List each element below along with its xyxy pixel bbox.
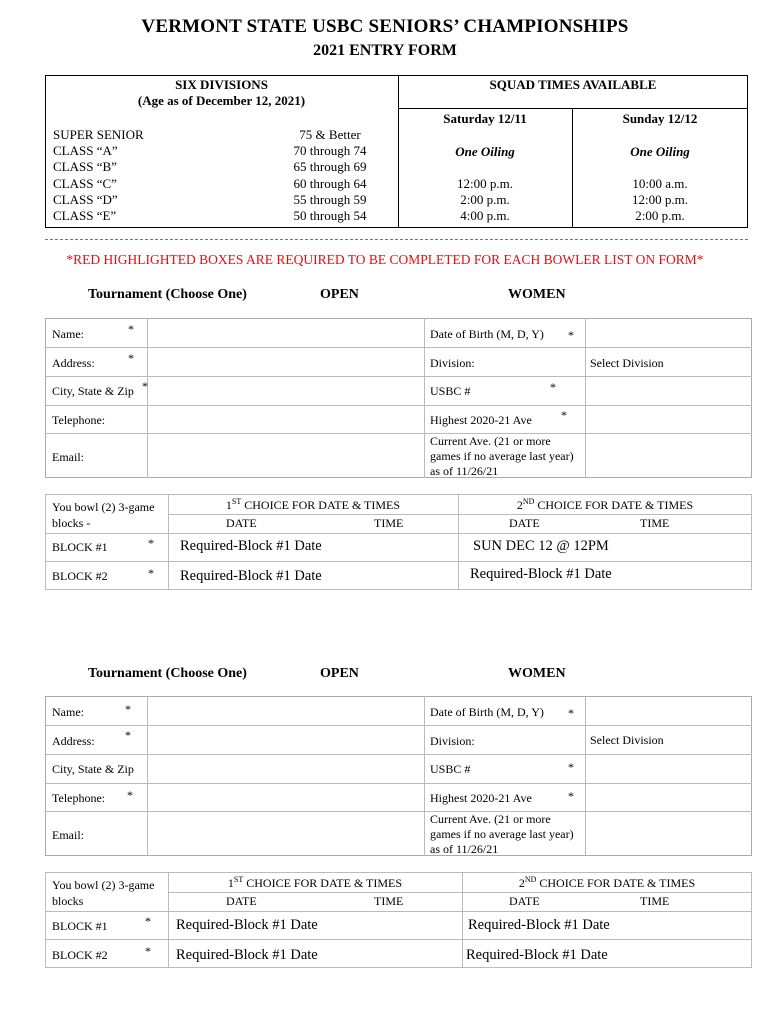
required-marker: * [550,380,556,394]
telephone-label: Telephone: [52,413,106,427]
city-input[interactable] [148,377,423,404]
division-select[interactable]: Select Division [590,733,664,747]
division-name: CLASS “E” [53,208,117,224]
time-col: TIME [374,516,404,530]
block1-choice1-select[interactable]: Required-Block #1 Date [180,538,322,554]
saturday-label: Saturday 12/11 [443,111,527,126]
city-label: City, State & Zip [52,762,134,776]
tournament-label: Tournament (Choose One) [88,666,247,681]
sunday-times [572,176,748,224]
division-name: SUPER SENIOR [53,127,144,142]
telephone-input[interactable] [148,784,423,810]
current-ave-input[interactable] [586,812,751,855]
second-choice-header: 2ND CHOICE FOR DATE & TIMES [518,875,696,890]
tournament-label: Tournament (Choose One) [88,287,247,302]
sunday-oil: One Oiling [630,144,690,159]
squad-time: 10:00 a.m. [632,176,688,191]
required-marker: * [145,944,151,958]
usbc-input[interactable] [586,755,751,782]
open-option[interactable]: OPEN [320,666,359,681]
name-label: Name: [52,327,84,341]
current-ave-input[interactable] [586,434,751,477]
name-label: Name: [52,705,84,719]
time-col: TIME [640,894,670,908]
block2-choice2-select[interactable]: Required-Block #1 Date [470,566,612,582]
required-marker: * [568,760,574,774]
division-age: 55 through 59 [293,191,367,207]
block2-label: BLOCK #2 [52,948,108,962]
highest-ave-input[interactable] [586,784,751,810]
email-label: Email: [52,450,84,464]
required-marker: * [145,914,151,928]
first-choice-header: 1ST CHOICE FOR DATE & TIMES [227,875,403,890]
block2-label: BLOCK #2 [52,569,108,583]
date-col: DATE [226,894,257,908]
women-option[interactable]: WOMEN [508,666,566,681]
bowl-blocks-label: You bowl (2) 3-game blocks - [52,500,155,530]
required-marker: * [568,789,574,803]
division-label: Division: [430,734,475,748]
division-select[interactable]: Select Division [590,356,664,370]
saturday-oil: One Oiling [455,144,515,159]
division-age: 60 through 64 [293,175,367,191]
bowl-blocks-label: You bowl (2) 3-game blocks [52,878,155,908]
required-marker: * [568,706,574,720]
time-col: TIME [640,516,670,530]
division-age: 65 through 69 [293,159,367,175]
current-ave-label: Current Ave. (21 or more games if no average last year) as of 11/26/21 [430,434,574,478]
required-marker: * [127,788,133,802]
required-marker: * [125,702,131,716]
usbc-label: USBC # [430,384,471,398]
division-ages [280,127,380,224]
date-col: DATE [509,516,540,530]
name-input[interactable] [148,697,423,724]
current-ave-label: Current Ave. (21 or more games if no average last year) as of 11/26/21 [430,812,574,856]
division-name: CLASS “C” [53,175,117,191]
highest-ave-label: Highest 2020-21 Ave [430,791,532,805]
block1-label: BLOCK #1 [52,919,108,933]
address-input[interactable] [148,348,423,375]
required-marker: * [128,322,134,336]
required-marker: * [148,536,154,550]
block2-choice1-select[interactable]: Required-Block #1 Date [176,947,318,963]
time-col: TIME [374,894,404,908]
telephone-label: Telephone: [52,791,106,805]
division-name: CLASS “B” [53,159,117,175]
block1-choice2-select[interactable]: SUN DEC 12 @ 12PM [473,538,609,554]
squad-time: 2:00 p.m. [635,208,685,223]
block2-choice2-select[interactable]: Required-Block #1 Date [466,947,608,963]
open-option[interactable]: OPEN [320,287,359,302]
block1-choice1-select[interactable]: Required-Block #1 Date [176,917,318,933]
dob-input[interactable] [586,319,751,346]
required-marker: * [148,566,154,580]
women-option[interactable]: WOMEN [508,287,566,302]
squad-time: 12:00 p.m. [457,176,513,191]
squad-time: 2:00 p.m. [460,192,510,207]
required-marker: * [125,728,131,742]
required-marker: * [128,351,134,365]
dob-label: Date of Birth (M, D, Y) [430,327,544,341]
address-input[interactable] [148,726,423,753]
division-name: CLASS “D” [53,191,118,207]
date-col: DATE [226,516,257,530]
dob-label: Date of Birth (M, D, Y) [430,705,544,719]
divider [45,239,748,240]
page-title: VERMONT STATE USBC SENIORS’ CHAMPIONSHIPS [141,16,629,37]
city-input[interactable] [148,755,423,782]
address-label: Address: [52,356,95,370]
telephone-input[interactable] [148,406,423,432]
division-names [53,127,144,224]
block1-choice2-select[interactable]: Required-Block #1 Date [468,917,610,933]
sunday-label: Sunday 12/12 [622,111,698,126]
squad-header: SQUAD TIMES AVAILABLE [489,77,657,92]
block1-label: BLOCK #1 [52,540,108,554]
name-input[interactable] [148,319,423,346]
saturday-times [398,176,572,224]
email-label: Email: [52,828,84,842]
divisions-header: SIX DIVISIONS [175,77,268,92]
block2-choice1-select[interactable]: Required-Block #1 Date [180,568,322,584]
highest-ave-input[interactable] [586,406,751,432]
division-name: CLASS “A” [53,143,118,159]
required-marker: * [568,328,574,342]
required-marker: * [142,379,148,393]
highest-ave-label: Highest 2020-21 Ave [430,413,532,427]
squad-time: 4:00 p.m. [460,208,510,223]
divisions-subheader: (Age as of December 12, 2021) [137,93,306,108]
page-subtitle: 2021 ENTRY FORM [313,42,457,59]
dob-input[interactable] [586,697,751,724]
squad-time: 12:00 p.m. [632,192,688,207]
second-choice-header: 2ND CHOICE FOR DATE & TIMES [516,497,694,512]
division-age: 70 through 74 [293,143,367,159]
division-age: 50 through 54 [293,208,367,224]
email-input[interactable] [148,812,423,855]
required-note: *RED HIGHLIGHTED BOXES ARE REQUIRED TO BE COMPLETED FOR EACH BOWLER LIST ON FORM* [66,252,704,267]
division-age: 75 & Better [299,127,361,142]
required-marker: * [561,408,567,422]
usbc-input[interactable] [586,377,751,404]
usbc-label: USBC # [430,762,471,776]
email-input[interactable] [148,434,423,477]
city-label: City, State & Zip [52,384,134,398]
division-label: Division: [430,356,475,370]
address-label: Address: [52,734,95,748]
first-choice-header: 1ST CHOICE FOR DATE & TIMES [225,497,401,512]
date-col: DATE [509,894,540,908]
